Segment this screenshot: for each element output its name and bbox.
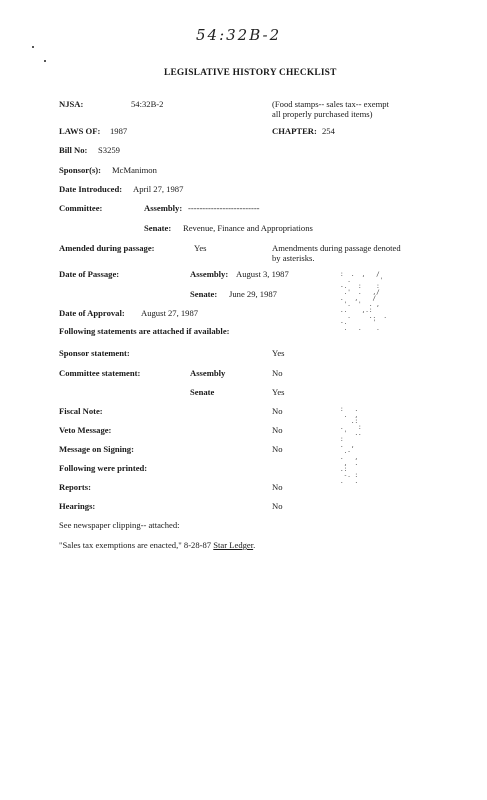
date-of-approval-label: Date of Approval:	[59, 308, 125, 318]
date-of-approval-value: August 27, 1987	[141, 308, 199, 318]
scan-speck	[44, 60, 46, 62]
reports-value: No	[272, 482, 283, 492]
date-of-passage-label: Date of Passage:	[59, 269, 120, 279]
amended-value: Yes	[194, 243, 207, 253]
njsa-value: 54:32B-2	[131, 99, 164, 109]
amended-label: Amended during passage:	[59, 243, 155, 253]
njsa-label: NJSA:	[59, 99, 84, 109]
passage-assembly-label: Assembly:	[190, 269, 229, 279]
veto-message-label: Veto Message:	[59, 425, 112, 435]
laws-of-label: LAWS OF:	[59, 126, 101, 136]
committee-assembly-label: Assembly:	[144, 203, 183, 213]
date-introduced-label: Date Introduced:	[59, 184, 123, 194]
scan-speck	[32, 46, 34, 48]
fiscal-note-value: No	[272, 406, 283, 416]
committee-assembly-value: -------------------------	[188, 203, 260, 213]
sponsor-statement-value: Yes	[272, 348, 285, 358]
clipping-end: .	[253, 540, 256, 550]
handwritten-file-number: 54:32B-2	[196, 26, 282, 44]
passage-assembly-value: August 3, 1987	[236, 269, 289, 279]
committee-senate-label: Senate:	[144, 223, 172, 233]
following-statements-heading: Following statements are attached if available:	[59, 326, 230, 336]
date-introduced-value: April 27, 1987	[133, 184, 184, 194]
reports-label: Reports:	[59, 482, 91, 492]
stamp-mark-upper: : . , / . ' -. : : .' . ,/ . , / '. ' . , .. ,.: . .. . -. ' . . .	[340, 271, 387, 332]
clipping-citation	[59, 540, 255, 551]
njsa-note-line1: (Food stamps-- sales tax-- exempt	[272, 99, 389, 109]
message-on-signing-label: Message on Signing:	[59, 444, 134, 454]
amended-note-line1: Amendments during passage denoted	[272, 243, 401, 253]
bill-no-value: S3259	[98, 145, 120, 155]
document-title: LEGISLATIVE HISTORY CHECKLIST	[164, 68, 337, 78]
fiscal-note-label: Fiscal Note:	[59, 406, 103, 416]
sponsor-value: McManimon	[112, 165, 157, 175]
chapter-value: 254	[322, 126, 335, 136]
newspaper-clipping-note: See newspaper clipping-- attached:	[59, 520, 180, 530]
veto-message-value: No	[272, 425, 283, 435]
committee-statement-assembly-label: Assembly	[190, 368, 226, 378]
committee-senate-value: Revenue, Finance and Appropriations	[183, 223, 313, 233]
passage-senate-value: June 29, 1987	[229, 289, 277, 299]
clipping-quote: "Sales tax exemptions are enacted," 8-28-87	[59, 540, 212, 550]
message-on-signing-value: No	[272, 444, 283, 454]
clipping-source: Star Ledger	[213, 540, 254, 550]
committee-statement-label: Committee statement:	[59, 368, 141, 378]
amended-note-line2: by asterisks.	[272, 253, 315, 263]
hearings-label: Hearings:	[59, 501, 96, 511]
sponsor-label: Sponsor(s):	[59, 165, 102, 175]
njsa-note-line2: all properly purchased items)	[272, 109, 373, 119]
laws-of-value: 1987	[110, 126, 128, 136]
bill-no-label: Bill No:	[59, 145, 88, 155]
chapter-label: CHAPTER:	[272, 126, 317, 136]
following-printed-heading: Following were printed:	[59, 463, 148, 473]
sponsor-statement-label: Sponsor statement:	[59, 348, 130, 358]
hearings-value: No	[272, 501, 283, 511]
committee-statement-senate-value: Yes	[272, 387, 285, 397]
committee-statement-assembly-value: No	[272, 368, 283, 378]
committee-statement-senate-label: Senate	[190, 387, 215, 397]
passage-senate-label: Senate:	[190, 289, 218, 299]
stamp-mark-lower: : . . , .: . : ' .. : . , .- . , , . .: -. : . .	[340, 406, 362, 485]
committee-label: Committee:	[59, 203, 103, 213]
